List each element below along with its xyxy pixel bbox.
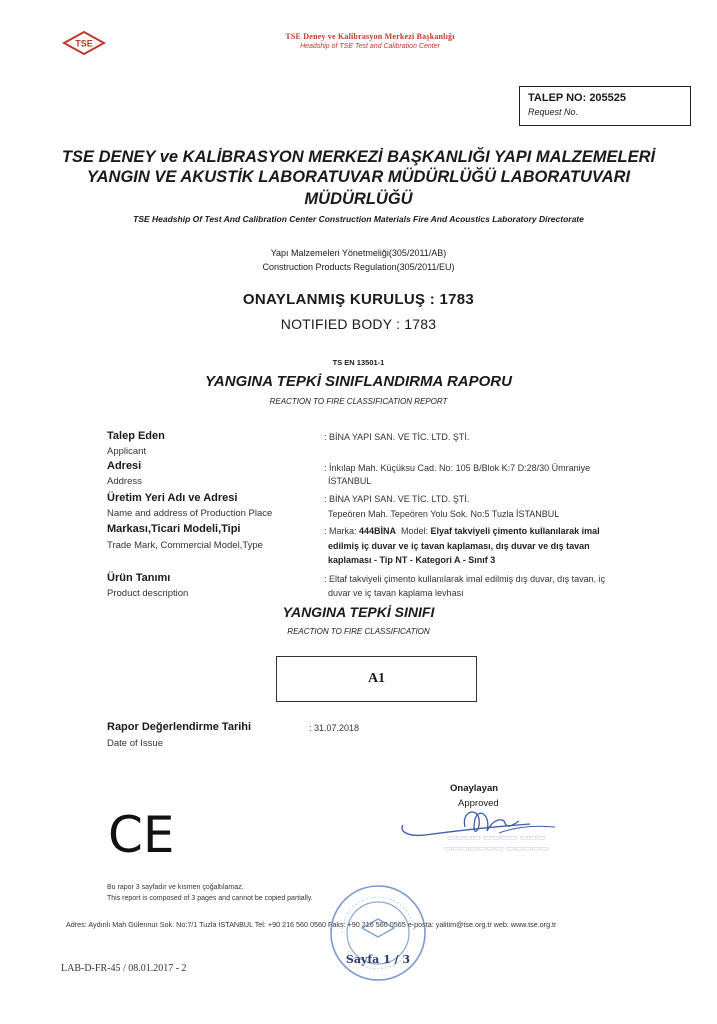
approved-label: Onaylayan: [450, 783, 499, 794]
issue-date-label-en: Date of Issue: [107, 738, 163, 749]
page-note-en: This report is composed of 3 pages and cannot be copied partially.: [107, 895, 313, 902]
tse-logo-icon: [62, 30, 106, 56]
lab-title-en: TSE Headship Of Test And Calibration Center Construction Materials Fire And Acoustics Laboratory Directorate: [133, 214, 584, 224]
product-value-line2: duvar ve iç tavan kaplama levhası: [328, 588, 464, 598]
approved-label-en: Approved: [458, 798, 499, 809]
trademark-label: Markası,Ticari Modeli,Tipi: [107, 523, 241, 535]
report-title: YANGINA TEPKİ SINIFLANDIRMA RAPORU: [205, 373, 512, 390]
lab-title-line2: YANGIN VE AKUSTİK LABORATUVAR MÜDÜRLÜĞÜ LABORATUVARI: [86, 168, 631, 186]
report-title-en: REACTION TO FIRE CLASSIFICATION REPORT: [269, 397, 448, 406]
issue-date-label: Rapor Değerlendirme Tarihi: [107, 721, 252, 733]
product-value-line1: : Eltaf takviyeli çimento kullanılarak imal edilmiş dış duvar, dış tavan, iç: [324, 574, 606, 584]
classification-title: YANGINA TEPKİ SINIFI: [282, 604, 435, 620]
applicant-label: Talep Eden: [107, 430, 165, 442]
request-number-en: Request No.: [528, 107, 579, 117]
product-label: Ürün Tanımı: [107, 572, 171, 584]
classification-value: A1: [276, 656, 477, 702]
production-value-line1: : BİNA YAPI SAN. VE TİC. LTD. ŞTİ.: [324, 494, 470, 504]
classification-title-en: REACTION TO FIRE CLASSIFICATION: [287, 627, 430, 636]
applicant-value: : BİNA YAPI SAN. VE TİC. LTD. ŞTİ.: [324, 432, 470, 442]
ce-mark-icon: [108, 808, 188, 856]
address-label-en: Address: [107, 476, 142, 487]
footer-address: Adres: Aydınlı Mah Gülennur Sok. No:7/1 Tuzla İSTANBUL Tel: +90 216 560 0560 Faks: +90 216 560 0565 e-posta: yalitim@tse.org.tr web: www.tse.org.tr: [66, 920, 557, 929]
regulation-tr: Yapı Malzemeleri Yönetmeliği(305/2011/AB): [270, 248, 447, 258]
page-note-tr: Bu rapor 3 sayfadır ve kısmen çoğaltılamaz.: [107, 884, 244, 891]
production-value-line2: Tepeören Mah. Tepeören Yolu Sok. No:5 Tuzla İSTANBUL: [328, 509, 560, 519]
svg-text:TSE: TSE: [75, 38, 93, 49]
regulation-en: Construction Products Regulation(305/2011/EU): [262, 262, 455, 272]
issue-date-value: : 31.07.2018: [309, 723, 360, 733]
header-title-tr: TSE Deney ve Kalibrasyon Merkezi Başkanlığı: [285, 32, 455, 41]
form-code: LAB-D-FR-45 / 08.01.2017 - 2: [61, 963, 187, 974]
header-title-en: Headship of TSE Test and Calibration Center: [300, 43, 440, 50]
notified-body-tr: ONAYLANMIŞ KURULUŞ : 1783: [242, 291, 475, 308]
production-label-en: Name and address of Production Place: [107, 508, 273, 519]
lab-title-line1: TSE DENEY ve KALİBRASYON MERKEZİ BAŞKANLIĞI YAPI MALZEMELERİ: [61, 148, 656, 166]
brand-name: 444BİNA: [359, 526, 397, 536]
model-line1: Elyaf takviyeli çimento kullanılarak imal: [430, 526, 600, 536]
notified-body-en: NOTIFIED BODY : 1783: [280, 316, 437, 332]
svg-text:CE: CE: [108, 808, 175, 856]
trademark-label-en: Trade Mark, Commercial Model,Type: [107, 540, 263, 551]
product-label-en: Product description: [107, 588, 189, 599]
trademark-value-line2: edilmiş iç duvar ve iç tavan kaplaması, dış duvar ve dış tavan: [328, 541, 590, 551]
request-number: TALEP NO: 205525: [528, 92, 627, 104]
report-standard: TS EN 13501-1: [332, 358, 385, 367]
address-value-line2: İSTANBUL: [328, 476, 372, 486]
trademark-value-line3: kaplaması - Tip NT - Kategori A - Sınıf 3: [328, 555, 496, 565]
approval-stamp-faded: ▭▭▭▭ ▭▭▭▭ ▭▭▭ ▭▭▭▭▭▭▭ ▭▭▭▭▭: [443, 832, 549, 853]
svg-text:Sayfa 1 / 3: Sayfa 1 / 3: [345, 953, 411, 966]
address-value-line1: : İnkılap Mah. Küçüksu Cad. No: 105 B/Blok K:7 D:28/30 Ümraniye: [324, 463, 591, 473]
applicant-label-en: Applicant: [107, 446, 147, 457]
lab-title-line3: MÜDÜRLÜĞÜ: [304, 190, 413, 208]
request-number-box: [519, 86, 691, 126]
address-label: Adresi: [107, 460, 142, 472]
trademark-value-line1: : Marka: 444BİNA Model: Elyaf takviyeli çimento kullanılarak imal: [324, 526, 600, 536]
production-label: Üretim Yeri Adı ve Adresi: [107, 492, 238, 504]
seal-stamp-icon: [328, 883, 428, 983]
